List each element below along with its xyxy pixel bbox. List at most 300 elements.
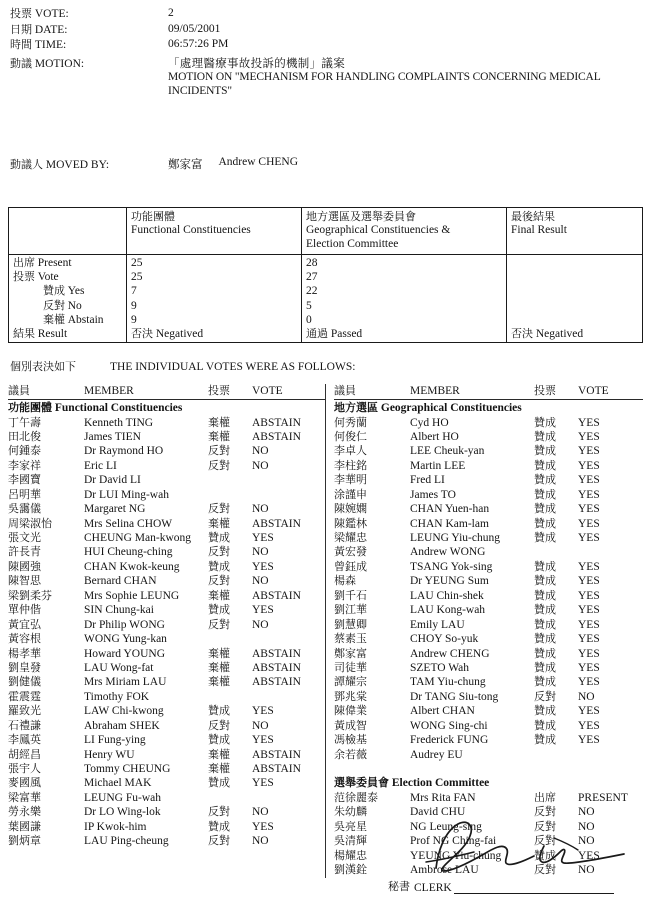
member-name-zh: 余若薇 xyxy=(334,747,367,761)
member-vote-zh: 棄權 xyxy=(208,516,230,530)
member-vote-zh: 反對 xyxy=(534,863,556,877)
member-vote-row xyxy=(8,632,325,646)
member-vote-row xyxy=(334,560,643,574)
member-name-zh: 李家祥 xyxy=(8,458,41,472)
member-vote-zh: 贊成 xyxy=(208,531,230,544)
fc-yes: 7 xyxy=(131,285,137,298)
member-name-zh: 鄧兆棠 xyxy=(334,689,367,703)
member-vote-en: YES xyxy=(252,532,274,544)
member-vote-en: NO xyxy=(578,820,595,833)
member-vote-en: ABSTAIN xyxy=(252,647,301,660)
member-vote-row xyxy=(8,776,325,790)
member-vote-en: YES xyxy=(578,416,600,429)
member-name-en: WONG Sing-chi xyxy=(410,719,488,732)
member-vote-en: NO xyxy=(252,618,269,631)
member-name-en: Audrey EU xyxy=(410,748,463,761)
header-functional-en: Functional Constituencies xyxy=(131,224,251,236)
member-vote-en: NO xyxy=(252,835,269,848)
member-vote-en: YES xyxy=(578,488,600,501)
member-vote-en: YES xyxy=(578,647,600,660)
member-name-zh: 石禮謙 xyxy=(8,718,41,732)
motion-text-en-line2: INCIDENTS" xyxy=(168,84,232,97)
member-vote-row xyxy=(8,690,325,704)
member-vote-row xyxy=(334,675,643,689)
member-name-zh: 劉江華 xyxy=(334,603,367,617)
member-name-zh: 蔡素玉 xyxy=(334,632,367,646)
clerk-signature-line xyxy=(454,882,614,894)
member-vote-row xyxy=(334,748,643,762)
header-cell-final xyxy=(507,208,643,255)
motion-label-en: MOTION: xyxy=(34,58,85,70)
fr-abstain xyxy=(511,313,638,327)
member-vote-zh: 贊成 xyxy=(534,516,556,530)
member-vote-en: NO xyxy=(252,445,269,458)
member-name-zh: 黃宜弘 xyxy=(8,617,41,631)
meta-row-date xyxy=(10,22,640,38)
member-name-en: Andrew WONG xyxy=(410,546,486,559)
member-name-en: Margaret NG xyxy=(84,503,146,516)
member-vote-row xyxy=(334,416,643,430)
member-name-en: HUI Cheung-ching xyxy=(84,546,173,559)
member-vote-row xyxy=(8,473,325,487)
member-vote-en: YES xyxy=(252,604,274,617)
meta-row-time xyxy=(10,37,640,53)
member-name-en: Timothy FOK xyxy=(84,690,150,703)
member-vote-en: NO xyxy=(578,864,595,877)
group-heading-zh: 地方選區 xyxy=(334,401,378,414)
member-name-en: Dr LO Wing-lok xyxy=(84,806,161,819)
group-heading xyxy=(334,401,643,416)
member-name-zh: 司徒華 xyxy=(334,660,367,674)
gc-yes: 22 xyxy=(306,285,318,298)
table-header-row xyxy=(9,208,643,255)
member-vote-row xyxy=(8,416,325,430)
fr-no xyxy=(511,299,638,313)
member-vote-row xyxy=(334,459,643,473)
member-vote-zh xyxy=(534,748,578,762)
member-vote-zh: 贊成 xyxy=(534,458,556,472)
member-vote-en: YES xyxy=(252,777,274,790)
member-vote-row xyxy=(334,719,643,733)
member-vote-row xyxy=(8,603,325,617)
member-vote-zh: 出席 xyxy=(534,790,556,804)
member-name-zh: 單仲偕 xyxy=(8,603,41,617)
member-name-en: Fred LI xyxy=(410,474,445,487)
member-vote-row xyxy=(334,574,643,588)
member-vote-en: YES xyxy=(578,849,600,862)
member-vote-zh: 反對 xyxy=(534,689,556,703)
member-vote-en: YES xyxy=(252,705,274,718)
member-vote-en: YES xyxy=(252,560,274,573)
member-vote-en: NO xyxy=(252,503,269,516)
member-name-zh: 劉健儀 xyxy=(8,675,41,689)
group-heading-en: Election Committee xyxy=(389,777,490,790)
member-vote-en: ABSTAIN xyxy=(252,589,301,602)
right-groups-container xyxy=(334,401,643,878)
member-vote-row xyxy=(8,675,325,689)
group-heading xyxy=(334,776,643,791)
table-body-row xyxy=(9,255,643,343)
header-geographical-en: Geographical Constituencies & xyxy=(306,224,451,236)
header-final-en: Final Result xyxy=(511,224,567,236)
mover-name-en: Andrew CHENG xyxy=(218,156,299,168)
member-name-en: David CHU xyxy=(410,806,466,819)
member-name-zh: 涂謹申 xyxy=(334,487,367,501)
member-name-zh: 霍震霆 xyxy=(8,689,41,703)
group-heading-zh: 選舉委員會 xyxy=(334,776,389,790)
member-vote-row xyxy=(8,589,325,603)
member-name-en: Dr Raymond HO xyxy=(84,445,164,458)
moved-by-label-en: MOVED BY: xyxy=(45,159,110,171)
member-name-en: Kenneth TING xyxy=(84,416,154,429)
right-header-vote-en: VOTE xyxy=(578,385,609,397)
member-name-en: WONG Yung-kan xyxy=(84,633,167,646)
member-name-zh: 陳鑑林 xyxy=(334,516,367,530)
member-vote-en: NO xyxy=(252,806,269,819)
member-vote-zh: 贊成 xyxy=(208,704,230,718)
member-name-zh: 丁午壽 xyxy=(8,415,41,429)
member-name-zh: 朱幼麟 xyxy=(334,805,367,819)
vote-label-en: VOTE: xyxy=(34,8,69,20)
member-name-zh: 呂明華 xyxy=(8,487,41,501)
left-header-member-zh: 議員 xyxy=(8,384,30,397)
fc-abstain: 9 xyxy=(131,313,137,326)
member-name-zh: 劉漢銓 xyxy=(334,863,367,877)
member-name-zh: 周梁淑怡 xyxy=(8,516,52,530)
stat-label-abstain: 棄權 Abstain xyxy=(43,312,104,326)
date-label-zh: 日期 xyxy=(10,22,32,36)
member-name-en: Frederick FUNG xyxy=(410,734,489,747)
member-name-zh: 楊森 xyxy=(334,574,356,588)
member-vote-zh: 反對 xyxy=(208,458,230,472)
member-name-zh: 吳亮星 xyxy=(334,819,367,833)
member-vote-en: YES xyxy=(578,430,600,443)
member-vote-en: YES xyxy=(578,532,600,544)
member-name-zh: 梁耀忠 xyxy=(334,531,367,544)
date-value: 09/05/2001 xyxy=(168,22,221,35)
member-name-en: Henry WU xyxy=(84,748,135,761)
member-name-en: Mrs Miriam LAU xyxy=(84,676,167,689)
member-vote-zh: 反對 xyxy=(208,574,230,588)
right-column-header xyxy=(334,384,643,400)
member-vote-row xyxy=(8,488,325,502)
member-name-en: YEUNG Yiu-chung xyxy=(410,849,502,862)
moved-by-label xyxy=(10,156,168,172)
member-vote-en: ABSTAIN xyxy=(252,763,301,775)
member-vote-row xyxy=(334,632,643,646)
member-vote-zh: 反對 xyxy=(208,718,230,732)
clerk-label-zh: 秘書 xyxy=(388,880,410,893)
stat-values-final xyxy=(507,255,643,343)
stat-label-present: 出席 Present xyxy=(13,256,72,269)
member-vote-zh: 反對 xyxy=(208,834,230,848)
member-vote-zh xyxy=(208,632,252,646)
left-groups-container xyxy=(8,401,325,849)
member-vote-zh: 贊成 xyxy=(534,574,556,588)
member-vote-zh: 贊成 xyxy=(534,646,556,660)
member-vote-row xyxy=(8,791,325,805)
member-name-zh: 范徐麗泰 xyxy=(334,790,378,804)
member-vote-en: ABSTAIN xyxy=(252,748,301,761)
member-name-en: TSANG Yok-sing xyxy=(410,560,493,573)
member-vote-en: ABSTAIN xyxy=(252,661,301,674)
right-header-vote-zh: 投票 xyxy=(534,384,556,397)
member-vote-row xyxy=(8,733,325,747)
member-name-en: Bernard CHAN xyxy=(84,575,157,588)
member-vote-zh xyxy=(208,488,252,502)
member-vote-en: YES xyxy=(578,705,600,718)
member-vote-row xyxy=(8,647,325,661)
member-name-en: LEE Cheuk-yan xyxy=(410,445,485,458)
member-vote-en: ABSTAIN xyxy=(252,676,301,689)
member-vote-row xyxy=(334,690,643,704)
member-name-zh: 張宇人 xyxy=(8,762,41,775)
member-name-zh: 陳偉業 xyxy=(334,704,367,718)
member-vote-row xyxy=(8,748,325,762)
member-name-zh: 張文光 xyxy=(8,531,41,544)
fc-vote: 25 xyxy=(131,271,143,284)
member-vote-zh: 贊成 xyxy=(534,429,556,443)
left-column-header xyxy=(8,384,325,400)
time-value: 06:57:26 PM xyxy=(168,38,229,50)
member-vote-en: YES xyxy=(578,560,600,573)
gc-vote: 27 xyxy=(306,271,318,284)
member-name-zh: 鄭家富 xyxy=(334,646,367,660)
member-name-en: LAU Chin-shek xyxy=(410,589,484,602)
member-name-zh: 葉國謙 xyxy=(8,819,41,833)
member-vote-en: YES xyxy=(578,459,600,472)
header-cell-geographical xyxy=(302,208,507,255)
motion-text-zh: 「處理醫療事故投訴的機制」議案 xyxy=(168,56,345,70)
motion-label xyxy=(10,56,168,98)
member-name-en: LEUNG Fu-wah xyxy=(84,791,161,804)
member-vote-row xyxy=(8,574,325,588)
member-name-en: Albert CHAN xyxy=(410,705,475,718)
member-vote-zh: 贊成 xyxy=(534,531,556,544)
member-name-en: LEUNG Yiu-chung xyxy=(410,532,500,544)
member-vote-en: YES xyxy=(578,474,600,487)
member-name-en: CHAN Yuen-han xyxy=(410,503,490,516)
member-vote-row xyxy=(334,488,643,502)
header-cell-blank xyxy=(9,208,127,255)
member-vote-zh: 贊成 xyxy=(534,617,556,631)
gc-result: 通過 Passed xyxy=(306,326,363,340)
member-vote-zh: 反對 xyxy=(534,819,556,833)
member-name-en: Cyd HO xyxy=(410,416,449,429)
member-name-en: Mrs Rita FAN xyxy=(410,791,476,804)
fr-present xyxy=(511,256,638,270)
member-vote-row xyxy=(8,834,325,848)
fc-present: 25 xyxy=(131,257,143,269)
member-name-zh: 黃宏發 xyxy=(334,545,367,559)
group-heading-zh: 功能團體 xyxy=(8,401,52,414)
member-name-zh: 曾鈺成 xyxy=(334,559,367,573)
member-vote-row xyxy=(334,473,643,487)
member-vote-row xyxy=(8,545,325,559)
motion-text xyxy=(168,56,640,98)
member-name-zh: 劉皇發 xyxy=(8,660,41,674)
member-vote-en: YES xyxy=(578,676,600,689)
member-vote-en: NO xyxy=(578,806,595,819)
member-vote-row xyxy=(8,430,325,444)
vote-summary-table xyxy=(8,207,643,343)
member-name-en: CHOY So-yuk xyxy=(410,633,479,646)
member-vote-zh: 贊成 xyxy=(208,603,230,617)
member-vote-en: YES xyxy=(578,575,600,588)
member-name-zh: 李卓人 xyxy=(334,444,367,458)
member-vote-zh: 棄權 xyxy=(208,429,230,443)
member-vote-zh: 棄權 xyxy=(208,675,230,689)
member-vote-row xyxy=(8,820,325,834)
stat-label-yes: 贊成 Yes xyxy=(43,284,85,298)
member-name-zh: 陳婉嫻 xyxy=(334,502,367,516)
member-name-en: CHEUNG Man-kwong xyxy=(84,532,192,544)
member-vote-zh: 贊成 xyxy=(208,559,230,573)
member-name-en: LI Fung-ying xyxy=(84,734,146,747)
group-heading xyxy=(8,401,325,416)
fc-result: 否決 Negatived xyxy=(131,326,204,340)
member-name-zh: 劉千石 xyxy=(334,588,367,602)
member-name-en: Martin LEE xyxy=(410,459,466,472)
member-vote-row xyxy=(8,762,325,776)
individual-votes-columns xyxy=(8,384,642,878)
group-spacer xyxy=(334,762,643,776)
member-vote-zh: 贊成 xyxy=(534,559,556,573)
member-name-en: LAU Kong-wah xyxy=(410,604,486,617)
member-name-en: James TIEN xyxy=(84,430,141,443)
member-vote-zh: 反對 xyxy=(208,502,230,516)
member-vote-en: NO xyxy=(252,575,269,588)
date-label xyxy=(10,22,168,38)
member-vote-row xyxy=(334,502,643,516)
member-name-zh: 麥國風 xyxy=(8,776,41,790)
member-name-zh: 李華明 xyxy=(334,473,367,487)
member-vote-zh: 贊成 xyxy=(534,473,556,487)
member-name-zh: 何俊仁 xyxy=(334,429,367,443)
member-name-en: Michael MAK xyxy=(84,777,152,790)
member-name-zh: 吳靄儀 xyxy=(8,502,41,516)
mover-name-zh: 鄭家富 xyxy=(168,157,203,171)
member-vote-row xyxy=(8,560,325,574)
member-name-zh: 勞永樂 xyxy=(8,805,41,819)
motion-label-zh: 動議 xyxy=(10,57,32,70)
header-functional-zh: 功能團體 xyxy=(131,210,175,223)
member-name-zh: 許長青 xyxy=(8,545,41,559)
member-vote-zh xyxy=(208,690,252,704)
member-vote-row xyxy=(334,517,643,531)
stat-label-vote: 投票 Vote xyxy=(13,270,59,284)
member-name-en: Dr YEUNG Sum xyxy=(410,575,489,588)
member-vote-zh: 贊成 xyxy=(534,660,556,674)
member-vote-row xyxy=(334,589,643,603)
member-name-en: James TO xyxy=(410,488,456,501)
member-vote-row xyxy=(334,545,643,559)
time-label xyxy=(10,37,168,53)
member-name-en: SZETO Wah xyxy=(410,661,470,674)
member-vote-en: YES xyxy=(578,618,600,631)
member-vote-row xyxy=(334,531,643,545)
member-vote-en: YES xyxy=(578,734,600,747)
member-vote-zh: 贊成 xyxy=(208,819,230,833)
motion-block xyxy=(10,56,640,98)
member-name-en: SIN Chung-kai xyxy=(84,604,154,617)
header-final-zh: 最後結果 xyxy=(511,210,555,223)
member-name-zh: 梁富華 xyxy=(8,790,41,804)
member-vote-en: NO xyxy=(252,546,269,559)
member-name-zh: 譚耀宗 xyxy=(334,675,367,689)
member-vote-zh: 贊成 xyxy=(208,733,230,747)
individual-title-zh: 個別表決如下 xyxy=(10,360,76,373)
left-header-vote-en: VOTE xyxy=(252,385,283,397)
member-name-en: TAM Yiu-chung xyxy=(410,676,486,689)
member-vote-row xyxy=(8,444,325,458)
fr-result: 否決 Negatived xyxy=(511,326,584,340)
member-vote-row xyxy=(8,517,325,531)
member-vote-zh: 贊成 xyxy=(534,603,556,617)
member-vote-zh: 贊成 xyxy=(534,704,556,718)
header-geographical-zh: 地方選區及選舉委員會 xyxy=(306,210,416,223)
moved-by-label-zh: 動議人 xyxy=(10,158,43,171)
member-vote-zh: 贊成 xyxy=(534,733,556,747)
gc-no: 5 xyxy=(306,299,312,312)
moved-by-block xyxy=(10,156,298,172)
fr-yes xyxy=(511,284,638,298)
member-vote-row xyxy=(334,603,643,617)
member-vote-zh: 反對 xyxy=(208,545,230,559)
member-vote-row xyxy=(8,661,325,675)
member-vote-en: NO xyxy=(252,719,269,732)
member-vote-zh: 棄權 xyxy=(208,646,230,660)
member-vote-en: NO xyxy=(252,459,269,472)
document-meta xyxy=(10,6,640,53)
member-vote-en: ABSTAIN xyxy=(252,430,301,443)
member-name-en: CHAN Kam-lam xyxy=(410,517,489,530)
member-vote-en: YES xyxy=(252,734,274,747)
member-vote-row xyxy=(8,459,325,473)
member-name-en: LAU Wong-fat xyxy=(84,661,154,674)
member-vote-row xyxy=(8,502,325,516)
member-vote-en: YES xyxy=(578,517,600,530)
member-vote-en: YES xyxy=(578,604,600,617)
member-name-zh: 陳智思 xyxy=(8,574,41,588)
member-name-en: LAW Chi-kwong xyxy=(84,705,164,718)
member-vote-en: YES xyxy=(578,445,600,458)
right-vote-column xyxy=(325,384,643,878)
stat-values-geographical xyxy=(302,255,507,343)
right-header-member-en: MEMBER xyxy=(410,385,460,397)
vote-label xyxy=(10,6,168,22)
member-vote-zh: 贊成 xyxy=(534,502,556,516)
clerk-label-en: CLERK xyxy=(414,882,452,894)
group-heading-en: Geographical Constituencies xyxy=(378,402,522,414)
member-vote-row xyxy=(8,805,325,819)
member-name-en: Abraham SHEK xyxy=(84,719,160,732)
clerk-line xyxy=(388,878,614,894)
member-vote-row xyxy=(334,791,643,805)
member-name-zh: 何秀蘭 xyxy=(334,415,367,429)
member-vote-row xyxy=(334,430,643,444)
member-vote-en: YES xyxy=(252,820,274,833)
member-name-zh: 羅致光 xyxy=(8,704,41,718)
meta-row-vote xyxy=(10,6,640,22)
stat-labels-cell xyxy=(9,255,127,343)
stat-values-functional xyxy=(127,255,302,343)
member-name-zh: 田北俊 xyxy=(8,429,41,443)
member-vote-zh: 贊成 xyxy=(534,415,556,429)
member-name-en: LAU Ping-cheung xyxy=(84,835,169,848)
member-name-zh: 胡經昌 xyxy=(8,747,41,761)
gc-present: 28 xyxy=(306,257,318,269)
